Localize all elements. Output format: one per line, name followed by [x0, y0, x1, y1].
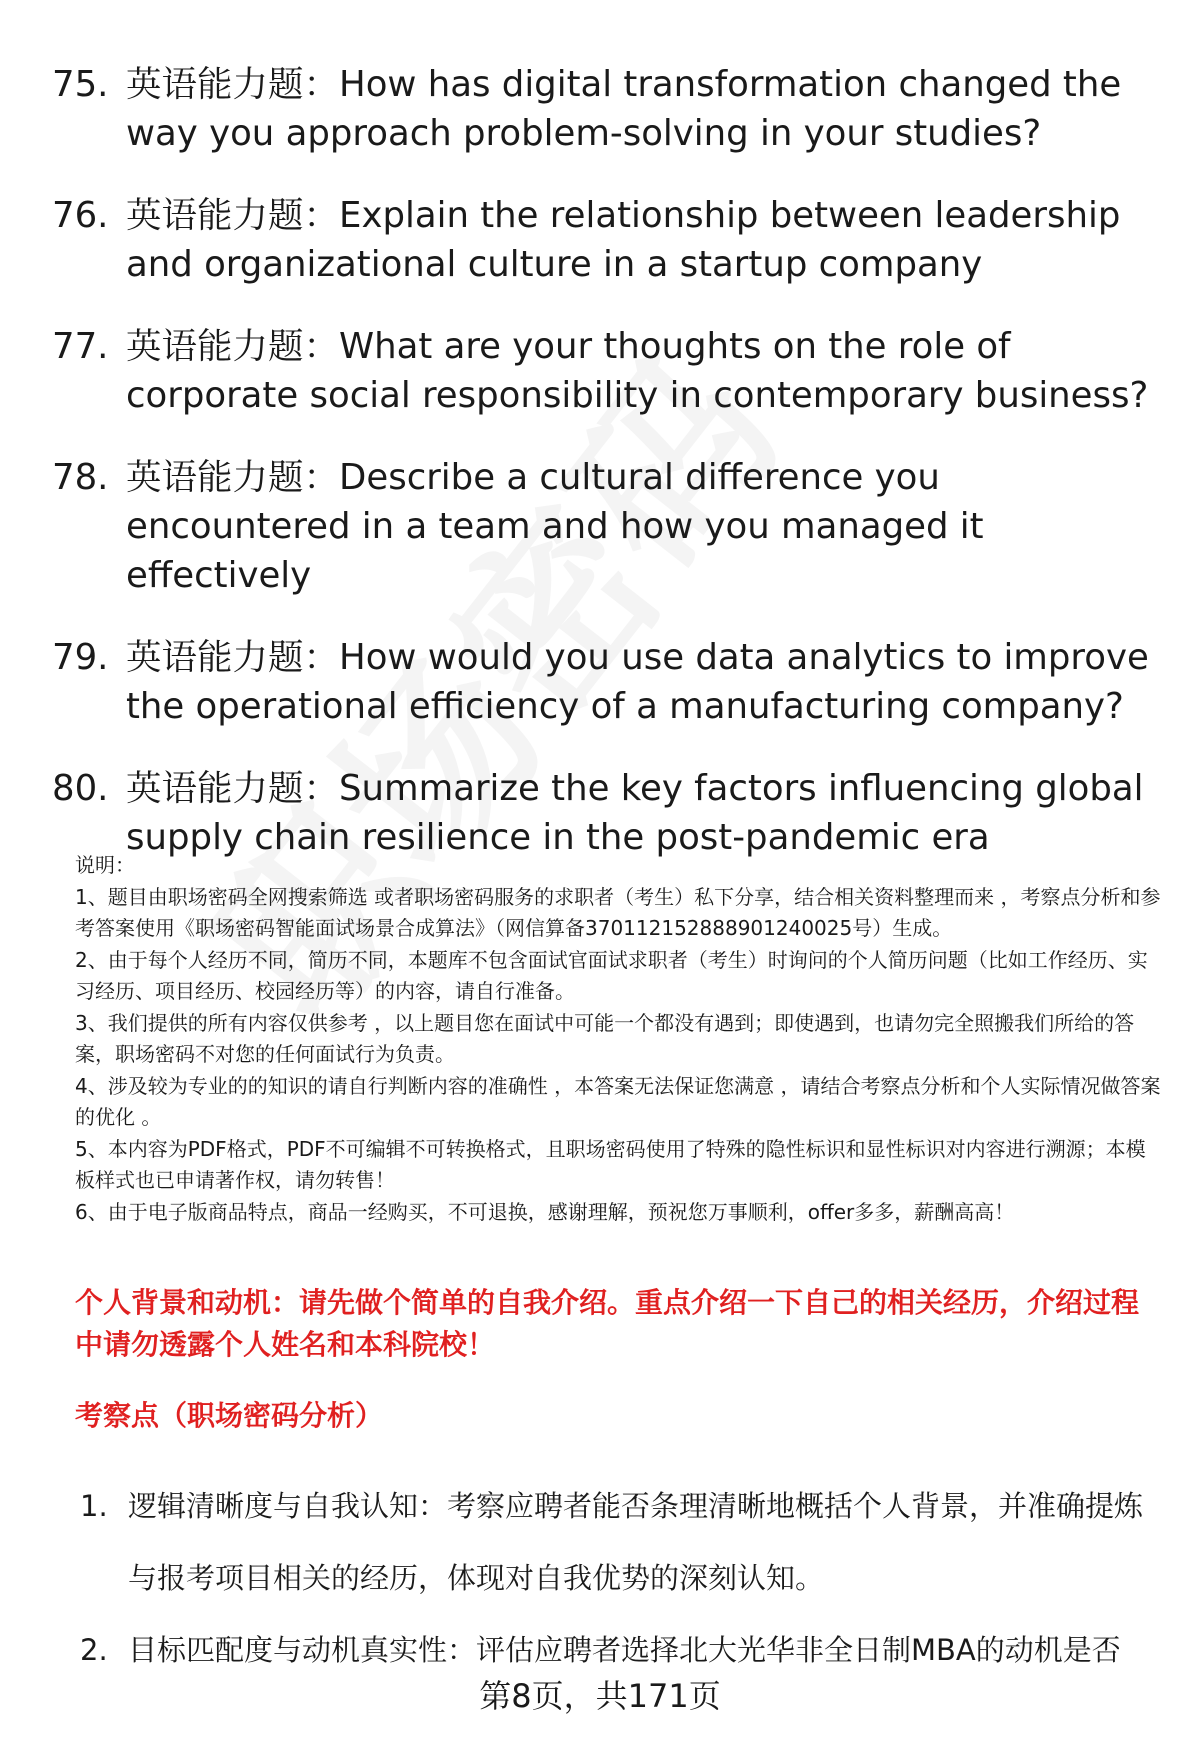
- note-item: 2、由于每个人经历不同，简历不同，本题库不包含面试官面试求职者（考生）时询问的个人简历问题（比如工作经历、实习经历、项目经历、校园经历等）的内容，请自行准备。: [75, 947, 1148, 1003]
- question-heading: 个人背景和动机：请先做个简单的自我介绍。重点介绍一下自己的相关经历，介绍过程中请勿透露个人姓名和本科院校！: [75, 1286, 1140, 1361]
- question-number: 75.: [52, 64, 109, 105]
- question-prefix: 英语能力题：: [126, 64, 340, 105]
- question-item: [52, 322, 1162, 420]
- question-body: [126, 322, 1162, 420]
- notes-title: 说明：: [75, 853, 135, 877]
- question-item: [52, 191, 1162, 289]
- question-item: [52, 633, 1162, 731]
- disclaimer-notes: [75, 850, 1165, 1228]
- note-item: 3、我们提供的所有内容仅供参考 ，以上题目您在面试中可能一个都没有遇到；即使遇到，也请勿完全照搬我们所给的答案，职场密码不对您的任何面试行为负责。: [75, 1010, 1135, 1066]
- question-text: How has digital transformation changed the way you approach problem-solving in your studies?: [126, 64, 1122, 154]
- question-body: [126, 764, 1162, 862]
- question-number: 77.: [52, 326, 109, 367]
- question-list: [52, 60, 1162, 895]
- question-text: Summarize the key factors influencing global supply chain resilience in the post-pandemic era: [126, 768, 1144, 858]
- question-item: [52, 60, 1162, 158]
- question-number: 79.: [52, 637, 109, 678]
- analysis-list: [80, 1470, 1160, 1686]
- analysis-text: 逻辑清晰度与自我认知：考察应聘者能否条理清晰地概括个人背景，并准确提炼与报考项目相关的经历，体现对自我优势的深刻认知。: [128, 1489, 1144, 1595]
- question-item: [52, 764, 1162, 862]
- question-body: [126, 633, 1162, 731]
- page-footer: 第8页，共171页: [479, 1677, 721, 1715]
- question-prefix: 英语能力题：: [126, 326, 340, 367]
- analysis-number: 1.: [80, 1489, 108, 1523]
- analysis-number: 2.: [80, 1633, 108, 1667]
- question-text: Describe a cultural difference you encountered in a team and how you managed it effectively: [126, 457, 984, 596]
- question-text: How would you use data analytics to improve the operational efficiency of a manufacturing company?: [126, 637, 1149, 727]
- question-prefix: 英语能力题：: [126, 768, 340, 809]
- note-item: 4、涉及较为专业的的知识的请自行判断内容的准确性 ，本答案无法保证您满意 ，请结合考察点分析和个人实际情况做答案的优化 。: [75, 1073, 1161, 1129]
- question-prefix: 英语能力题：: [126, 457, 340, 498]
- question-text: What are your thoughts on the role of corporate social responsibility in contemporary business?: [126, 326, 1149, 416]
- question-prefix: 英语能力题：: [126, 637, 340, 678]
- note-item: 1、题目由职场密码全网搜索筛选 或者职场密码服务的求职者（考生）私下分享，结合相关资料整理而来 ，考察点分析和参考答案使用《职场密码智能面试场景合成算法》（网信算备370112152888901240025号）生成。: [75, 884, 1161, 940]
- question-body: [126, 453, 1162, 600]
- question-number: 78.: [52, 457, 109, 498]
- note-item: 6、由于电子版商品特点，商品一经购买，不可退换，感谢理解，预祝您万事顺利，offer多多，薪酬高高！: [75, 1199, 1015, 1224]
- question-body: [126, 191, 1162, 289]
- section-heading: 考察点（职场密码分析）: [75, 1399, 384, 1432]
- analysis-text: 目标匹配度与动机真实性：评估应聘者选择北大光华非全日制MBA的动机是否: [128, 1633, 1121, 1667]
- question-body: [126, 60, 1162, 158]
- question-number: 76.: [52, 195, 109, 236]
- note-item: 5、本内容为PDF格式，PDF不可编辑不可转换格式，且职场密码使用了特殊的隐性标识和显性标识对内容进行溯源；本模板样式也已申请著作权，请勿转售！: [75, 1136, 1146, 1192]
- question-number: 80.: [52, 768, 109, 809]
- analysis-item: [80, 1470, 1160, 1614]
- question-prefix: 英语能力题：: [126, 195, 340, 236]
- question-item: [52, 453, 1162, 600]
- question-text: Explain the relationship between leadership and organizational culture in a startup company: [126, 195, 1121, 285]
